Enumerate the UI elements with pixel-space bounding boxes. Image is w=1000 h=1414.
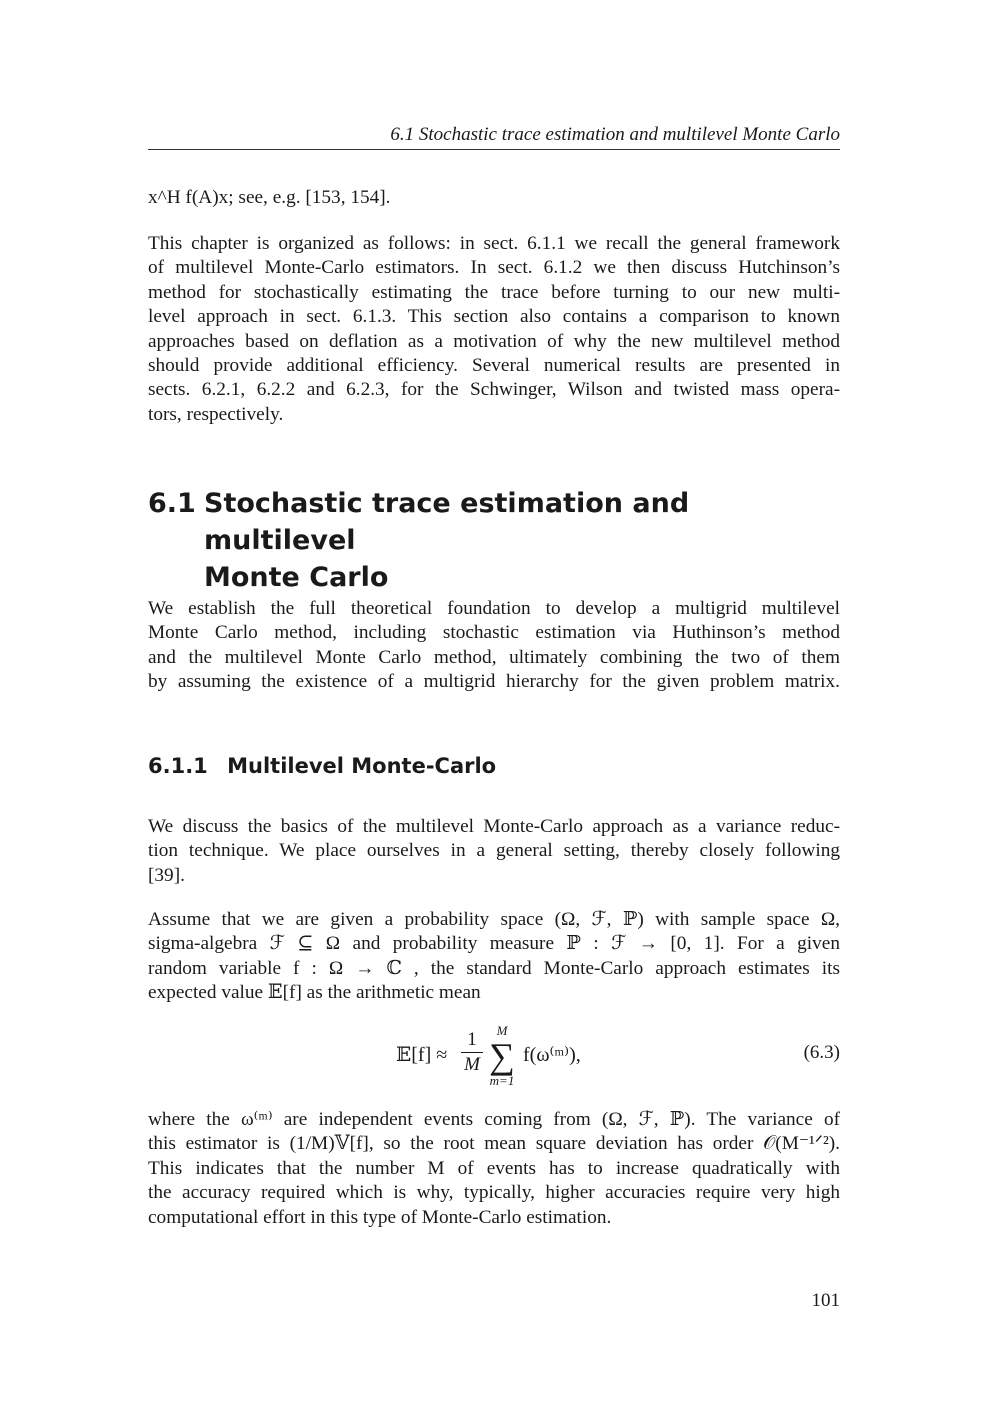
fraction-denominator: M [464,1054,480,1075]
fraction-bar [461,1052,483,1053]
text-line: Assume that we are given a probability space (Ω, ℱ, ℙ) with sample space Ω, [148,909,840,930]
text-line: tors, respectively. [148,403,284,425]
section-number: 6.1 [148,488,196,519]
running-header: 6.1 Stochastic trace estimation and multilevel Monte Carlo [148,121,840,150]
subsection-heading [148,752,496,780]
text-line: [39]. [148,864,185,886]
text-line: of multilevel Monte-Carlo estimators. In sect. 6.1.2 we then discuss Hutchinson’s [148,257,840,279]
text-line: approaches based on deflation as a motivation of why the new multilevel method [148,330,840,352]
text-line: This chapter is organized as follows: in sect. 6.1.1 we recall the general framework [148,233,840,254]
page-number: 101 [811,1290,840,1311]
subsection-paragraph-2 [148,908,840,1006]
sum-upper-limit: M [496,1023,508,1038]
text-line: x^H f(A)x; see, e.g. [153, 154]. [148,187,391,208]
text-line: random variable f : Ω → ℂ , the standard Monte-Carlo approach estimates its [148,957,840,979]
text-line: level approach in sect. 6.1.3. This section also contains a comparison to known [148,306,840,328]
section-title-line2: Monte Carlo [204,562,389,593]
text-line: We discuss the basics of the multilevel Monte-Carlo approach as a variance reduc- [148,816,840,837]
text-line: sigma-algebra ℱ ⊆ Ω and probability measure ℙ : ℱ → [0, 1]. For a given [148,933,840,955]
text-line: this estimator is (1/M)𝕍[f], so the root mean square deviation has order 𝒪(M⁻¹ᐟ²). [148,1133,840,1155]
text-line: should provide additional efficiency. Several numerical results are presented in [148,355,840,377]
text-line: Monte Carlo method, including stochastic estimation via Huthinson’s method [148,622,840,644]
text-line: This indicates that the number M of events has to increase quadratically with [148,1157,840,1179]
summation [486,1024,518,1088]
text-line: by assuming the existence of a multigrid hierarchy for the given problem matrix. [148,671,840,693]
section-paragraph [148,597,840,695]
text-line: and the multilevel Monte Carlo method, ultimately combining the two of them [148,646,840,668]
text-line: We establish the full theoretical foundation to develop a multigrid multilevel [148,598,840,619]
equation-6-3 [148,1022,840,1092]
text-line: the accuracy required which is why, typically, higher accuracies require very high [148,1182,840,1204]
text-line: expected value 𝔼[f] as the arithmetic mean [148,982,481,1004]
section-title [204,485,844,596]
intro-paragraph [148,232,840,427]
equation-rhs: f(ω⁽ᵐ⁾), [523,1044,581,1066]
subsection-paragraph-1 [148,815,840,888]
subsection-title: Multilevel Monte-Carlo [227,754,497,778]
sum-symbol: ∑ [489,1036,515,1076]
text-line: computational effort in this type of Monte-Carlo estimation. [148,1206,612,1228]
text-line: sects. 6.2.1, 6.2.2 and 6.2.3, for the Schwinger, Wilson and twisted mass opera- [148,379,840,401]
text-line: where the ω⁽ᵐ⁾ are independent events coming from (Ω, ℱ, ℙ). The variance of [148,1109,840,1130]
equation-lhs: 𝔼[f] ≈ [396,1044,448,1066]
equation-fraction [461,1029,483,1076]
text-line: tion technique. We place ourselves in a general setting, thereby closely following [148,840,840,862]
subsection-paragraph-3 [148,1108,840,1230]
section-title-line1: Stochastic trace estimation and multilevel [204,488,690,556]
subsection-number: 6.1.1 [148,754,208,778]
sum-lower-limit: m=1 [489,1073,515,1088]
text-line: method for stochastically estimating the trace before turning to our new multi- [148,281,840,303]
fraction-numerator: 1 [467,1029,477,1050]
equation-number: (6.3) [803,1042,840,1063]
intro-carry-line [148,186,840,210]
